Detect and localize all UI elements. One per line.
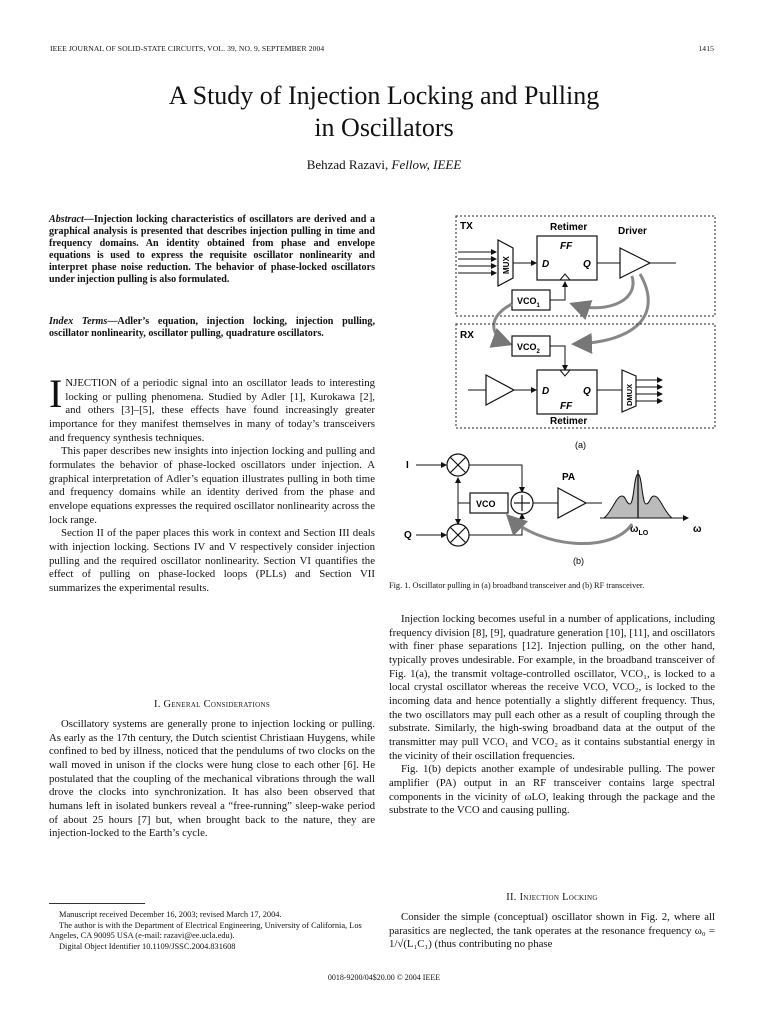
footnote-received: Manuscript received December 16, 2003; revised March 17, 2004. — [59, 910, 282, 919]
ff-bottom-q: Q — [583, 386, 591, 397]
rx-label: RX — [460, 330, 474, 341]
section-1-paragraph-1: Oscillatory systems are generally prone to injection locking or pulling. As early as the 17th century, the Dutch scientist Christiaan Huygens, while confined to bed by illness, noticed that the pendulums of two clocks on the wall moved in unison if the clocks were hung close to each other [6]. He postulated that the coupling of the mechanical vibrations through the wall drove the clocks into synchronization. It has also been observed that humans left in isolated bunkers reveal a “free-running” sleep-wake period of about 25 hours [7] but, when brought back to the nature, they are injection-locked to the Earth’s cycle. — [49, 718, 375, 840]
section-1-title: General Considerations — [163, 699, 271, 710]
vco1-label: $VCO_1$ — [517, 296, 540, 309]
omega-axis-label: ω — [693, 524, 702, 535]
abstract-text: Injection locking characteristics of oscillators are derived and a graphical analysis is presented that describes injection pulling in time and frequency domains. An identity obtained from phase and envelope equations is used to express the requisite oscillator nonlinearity and interpret phase noise reduction. The behavior of phase-locked oscillators under injection pulling is also formulated. — [49, 214, 375, 285]
q-input-label: Q — [404, 530, 412, 541]
figure-a-label: (a) — [575, 440, 586, 450]
retimer-top-label: Retimer — [550, 222, 588, 233]
coupling-arrow-driver-vco1 — [572, 276, 633, 308]
abstract: Abstract—Injection locking characteristics of oscillators are derived and a graphical analysis is presented that describes injection pulling in time and frequency domains. An identity obtained from phase and envelope equations is used to express the requisite oscillator nonlinearity and interpret phase noise reduction. The behavior of phase-locked oscillators under injection pulling is also formulated. — [49, 214, 375, 285]
dmux-label: DMUX — [625, 383, 634, 406]
intro-paragraph-3: Section II of the paper places this work in context and Section III deals with injection locking. Sections IV and V respectively consider injection pulling and the required oscillator nonlinearity. Section VI quantifies the effect of pulling on phase-locked loops (PLLs) and Section VII summarizes the experimental results. — [49, 527, 375, 594]
section-2-number: II. — [506, 892, 517, 903]
section-2-body — [389, 911, 715, 952]
mixer-q-to-sum — [469, 514, 522, 535]
footnote-rule — [49, 903, 145, 904]
footnotes — [49, 910, 375, 953]
i-input-label: I — [406, 460, 409, 471]
mixer-i — [447, 454, 469, 476]
mux-label: MUX — [502, 256, 511, 274]
mixer-i-to-sum — [469, 465, 522, 492]
title-line-1: A Study of Injection Locking and Pulling — [168, 81, 600, 110]
section-2-heading — [389, 892, 715, 903]
running-header — [50, 44, 714, 58]
right-column-body — [389, 613, 715, 818]
footnote-affiliation: The author is with the Department of Electrical Engineering, University of California, Los Angeles, CA 90095 USA (e-mail: razavi@ee.ucla.edu). — [49, 920, 362, 941]
ff-top-label: FF — [560, 241, 573, 252]
driver-label: Driver — [618, 226, 647, 237]
ff-bottom-d: D — [542, 386, 550, 397]
vco2-to-ff — [550, 346, 565, 370]
section-1-number: I. — [153, 699, 161, 710]
footnote-doi: Digital Object Identifier 10.1109/JSSC.2004.831608 — [59, 942, 236, 952]
adder — [511, 492, 533, 514]
section-2-title: Injection Locking — [519, 892, 598, 903]
pa-amp — [558, 488, 586, 518]
index-terms: Index Terms—Adler’s equation, injection locking, injection pulling, oscillator nonlinearity, oscillator pulling, quadrature oscillators. — [49, 316, 375, 339]
tx-label: TX — [460, 221, 473, 232]
page-number: 1415 — [698, 44, 714, 53]
vco1-to-ff — [550, 282, 565, 300]
section-2-paragraph-1: Consider the simple (conceptual) oscillator shown in Fig. 2, where all parasitics are neglected, the tank operates at the resonance frequency ω₀ = 1/√(L₁C₁) (thus contributing no phase — [389, 911, 715, 951]
ff-bottom-label: FF — [560, 401, 573, 412]
rx-amp — [486, 375, 514, 405]
author-line — [60, 157, 708, 173]
right-paragraph-1: Injection locking becomes useful in a number of applications, including frequency division [8], [9], quadrature generation [10], [11], and oscillators with finer phase separations [12]. Injection pulling, on the other hand, typically proves undesirable. For example, in the broadband transceiver of Fig. 1(a), the transmit voltage-controlled oscillator, VCO₁, is locked to a local crystal oscillator whereas the receive VCO, VCO₂, is locked to the incoming data and hence potentially a slightly different frequency. Thus, the two oscillators may pull each other as a result of coupling through the substrate. Similarly, the high-swing broadband data at the output of the transmitter may pull VCO₁ and VCO₂ as it contains substantial energy in the vicinity of their oscillation frequencies. — [389, 613, 715, 762]
pa-label: PA — [562, 472, 576, 483]
figure-1 — [400, 212, 722, 572]
author-grade: Fellow, IEEE — [391, 157, 462, 172]
intro-paragraph-1: INJECTION of a periodic signal into an oscillator leads to interesting locking or pulling phenomena. Studied by Adler [1], Kurokawa [2], and others [3]–[5], these effects have found increasingly greater importance for they manifest themselves in many of today’s transceivers and frequency synthesis techniques. — [49, 371, 375, 444]
driver-amp — [620, 248, 650, 278]
pulling-arrow-pa-vco — [508, 516, 632, 544]
omega-lo-label: $\omega_{LO}$ — [630, 524, 649, 537]
author-name: Behzad Razavi, — [306, 157, 389, 172]
dmux-output-arrows — [636, 380, 662, 401]
mixer-q — [447, 524, 469, 546]
section-1-body — [49, 718, 375, 841]
title-line-2: in Oscillators — [314, 113, 454, 142]
introduction — [49, 371, 375, 596]
copyright-line: 0018-9200/04$20.00 © 2004 IEEE — [327, 973, 441, 982]
figure-b-label: (b) — [573, 556, 584, 566]
paper-title — [60, 80, 708, 144]
intro-paragraph-2: This paper describes new insights into injection locking and pulling and formulates the behavior of phase-locked oscillators under injection. A graphical interpretation of Adler’s equation illustrates pulling in both time and frequency domains while an identity derived from the phase and envelope equations expresses the required oscillator nonlinearity across the lock range. — [49, 445, 375, 526]
vco-label: VCO — [476, 499, 496, 509]
retimer-bottom-label: Retimer — [550, 416, 588, 427]
figure-1-caption: Fig. 1. Oscillator pulling in (a) broadband transceiver and (b) RF transceiver. — [389, 581, 645, 590]
ff-top-d: D — [542, 259, 550, 270]
abstract-label: Abstract — [49, 214, 84, 225]
drop-cap: I — [49, 371, 63, 416]
vco2-label: $VCO_2$ — [517, 342, 540, 355]
mux-input-arrows — [458, 252, 496, 273]
journal-name: IEEE JOURNAL OF SOLID-STATE CIRCUITS, VOL. 39, NO. 9, SEPTEMBER 2004 — [50, 44, 325, 53]
ff-top-q: Q — [583, 259, 591, 270]
section-1-heading — [49, 699, 375, 710]
index-terms-text: Adler’s equation, injection locking, injection pulling, oscillator nonlinearity, oscillator pulling, quadrature oscillators. — [49, 316, 375, 339]
index-terms-label: Index Terms — [49, 316, 108, 327]
coupling-arrow-driver-vco2 — [574, 274, 648, 344]
right-paragraph-2: Fig. 1(b) depicts another example of undesirable pulling. The power amplifier (PA) output in an RF transceiver contains large spectral components in the vicinity of ωLO, leaking through the package and the substrate to the VCO and causing pulling. — [389, 763, 715, 817]
